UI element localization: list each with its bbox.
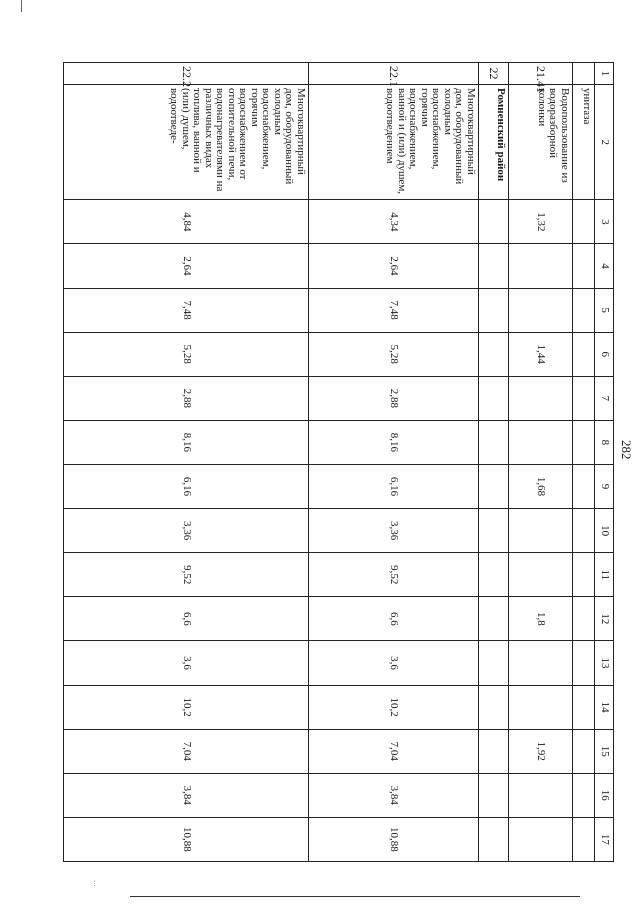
row-description: Водопользование из водоразборной колонки	[509, 85, 573, 200]
column-number: 13	[595, 641, 614, 685]
table-cell: 1,8	[509, 597, 573, 641]
table-row	[509, 63, 573, 862]
stray-mark: ...	[92, 880, 102, 887]
table-cell: 9,52	[64, 553, 309, 597]
table-cell	[509, 244, 573, 288]
table-row	[309, 63, 479, 862]
table-cell	[479, 420, 509, 464]
table-cell: 7,04	[309, 729, 479, 773]
table-cell: 6,6	[309, 597, 479, 641]
table-cell: 8,16	[64, 420, 309, 464]
table-cell: 4,34	[309, 200, 479, 244]
table-cell: 5,28	[64, 332, 309, 376]
column-number: 11	[595, 553, 614, 597]
table-cell	[479, 773, 509, 817]
table-cell	[509, 773, 573, 817]
table-cell	[573, 729, 595, 773]
row-number	[573, 63, 595, 85]
table-row	[64, 63, 309, 862]
table-cell	[479, 332, 509, 376]
table-cell	[509, 376, 573, 420]
table-cell: 6,16	[64, 464, 309, 508]
table-cell: 3,6	[309, 641, 479, 685]
table-cell: 6,16	[309, 464, 479, 508]
table-cell	[479, 729, 509, 773]
row-description: унитаза	[573, 85, 595, 200]
table-cell: 4,84	[64, 200, 309, 244]
table-cell	[573, 817, 595, 861]
table-cell: 8,16	[309, 420, 479, 464]
table-cell: 6,6	[64, 597, 309, 641]
table-cell	[573, 685, 595, 729]
table-cell: 3,84	[64, 773, 309, 817]
table-cell	[479, 641, 509, 685]
table-cell	[479, 244, 509, 288]
table-cell	[573, 288, 595, 332]
table-cell	[479, 553, 509, 597]
table-cell	[573, 773, 595, 817]
table-cell	[479, 597, 509, 641]
table-cell: 2,64	[309, 244, 479, 288]
table-cell: 9,52	[309, 553, 479, 597]
scan-edge-line	[130, 896, 580, 897]
table-cell	[573, 553, 595, 597]
table-cell: 10,88	[309, 817, 479, 861]
column-number: 10	[595, 509, 614, 553]
table-cell: 5,28	[309, 332, 479, 376]
table-cell	[479, 200, 509, 244]
table-cell	[573, 332, 595, 376]
column-number: 15	[595, 729, 614, 773]
row-number: 21.41	[509, 63, 573, 85]
column-number: 9	[595, 464, 614, 508]
table-cell: 2,88	[309, 376, 479, 420]
table-cell: 2,64	[64, 244, 309, 288]
table-cell: 1,68	[509, 464, 573, 508]
table-cell	[573, 464, 595, 508]
table-cell	[509, 553, 573, 597]
table-cell: 3,84	[309, 773, 479, 817]
column-number: 17	[595, 817, 614, 861]
table-cell: 7,48	[64, 288, 309, 332]
table-cell	[509, 420, 573, 464]
table-cell	[509, 509, 573, 553]
column-number: 7	[595, 376, 614, 420]
table-cell: 7,48	[309, 288, 479, 332]
table-cell	[479, 376, 509, 420]
row-number: 22	[479, 63, 509, 85]
column-number: 14	[595, 685, 614, 729]
table-cell	[573, 200, 595, 244]
table-cell: 10,88	[64, 817, 309, 861]
table-cell	[573, 641, 595, 685]
table-cell: 10,2	[64, 685, 309, 729]
table-cell	[479, 817, 509, 861]
table-row	[573, 63, 595, 862]
table-cell	[573, 509, 595, 553]
column-number: 1	[595, 63, 614, 85]
table-cell	[509, 288, 573, 332]
table-cell	[509, 817, 573, 861]
page-number: 282	[619, 440, 634, 460]
table-cell	[509, 685, 573, 729]
column-number: 8	[595, 420, 614, 464]
table-cell	[573, 420, 595, 464]
table-cell	[509, 641, 573, 685]
table-cell	[573, 244, 595, 288]
table-row	[479, 63, 509, 862]
table-cell	[479, 509, 509, 553]
row-description: Многоквартирный дом, оборудованный холодным водоснабжением, горячим водоснабжением от отопительной печи, водонагревателями на различных видах топлива, ванной и (или) душем, водоотведе-	[64, 85, 309, 200]
row-description: Многоквартирный дом, оборудованный холодным водоснабжением, горячим водоснабжением, ванной и (или) душем, водоотведением	[309, 85, 479, 200]
region-title: Ромненский район	[479, 85, 509, 200]
column-number: 5	[595, 288, 614, 332]
row-number: 22.1	[309, 63, 479, 85]
column-number: 4	[595, 244, 614, 288]
table-cell: 2,88	[64, 376, 309, 420]
column-number: 12	[595, 597, 614, 641]
table-cell: 3,36	[64, 509, 309, 553]
column-number: 16	[595, 773, 614, 817]
table-cell	[479, 464, 509, 508]
table-cell	[573, 376, 595, 420]
table-cell: 10,2	[309, 685, 479, 729]
column-number-row	[595, 63, 614, 862]
table-cell: 1,92	[509, 729, 573, 773]
table-cell: 7,04	[64, 729, 309, 773]
row-number: 22.2	[64, 63, 309, 85]
table-cell: 3,6	[64, 641, 309, 685]
table-cell: 1,44	[509, 332, 573, 376]
table-cell	[573, 597, 595, 641]
column-number: 2	[595, 85, 614, 200]
table-cell: 1,32	[509, 200, 573, 244]
column-number: 3	[595, 200, 614, 244]
scan-edge-tick	[21, 0, 22, 12]
table-cell	[479, 685, 509, 729]
table-cell: 3,36	[309, 509, 479, 553]
table-cell	[479, 288, 509, 332]
tariff-table	[63, 62, 614, 862]
column-number: 6	[595, 332, 614, 376]
